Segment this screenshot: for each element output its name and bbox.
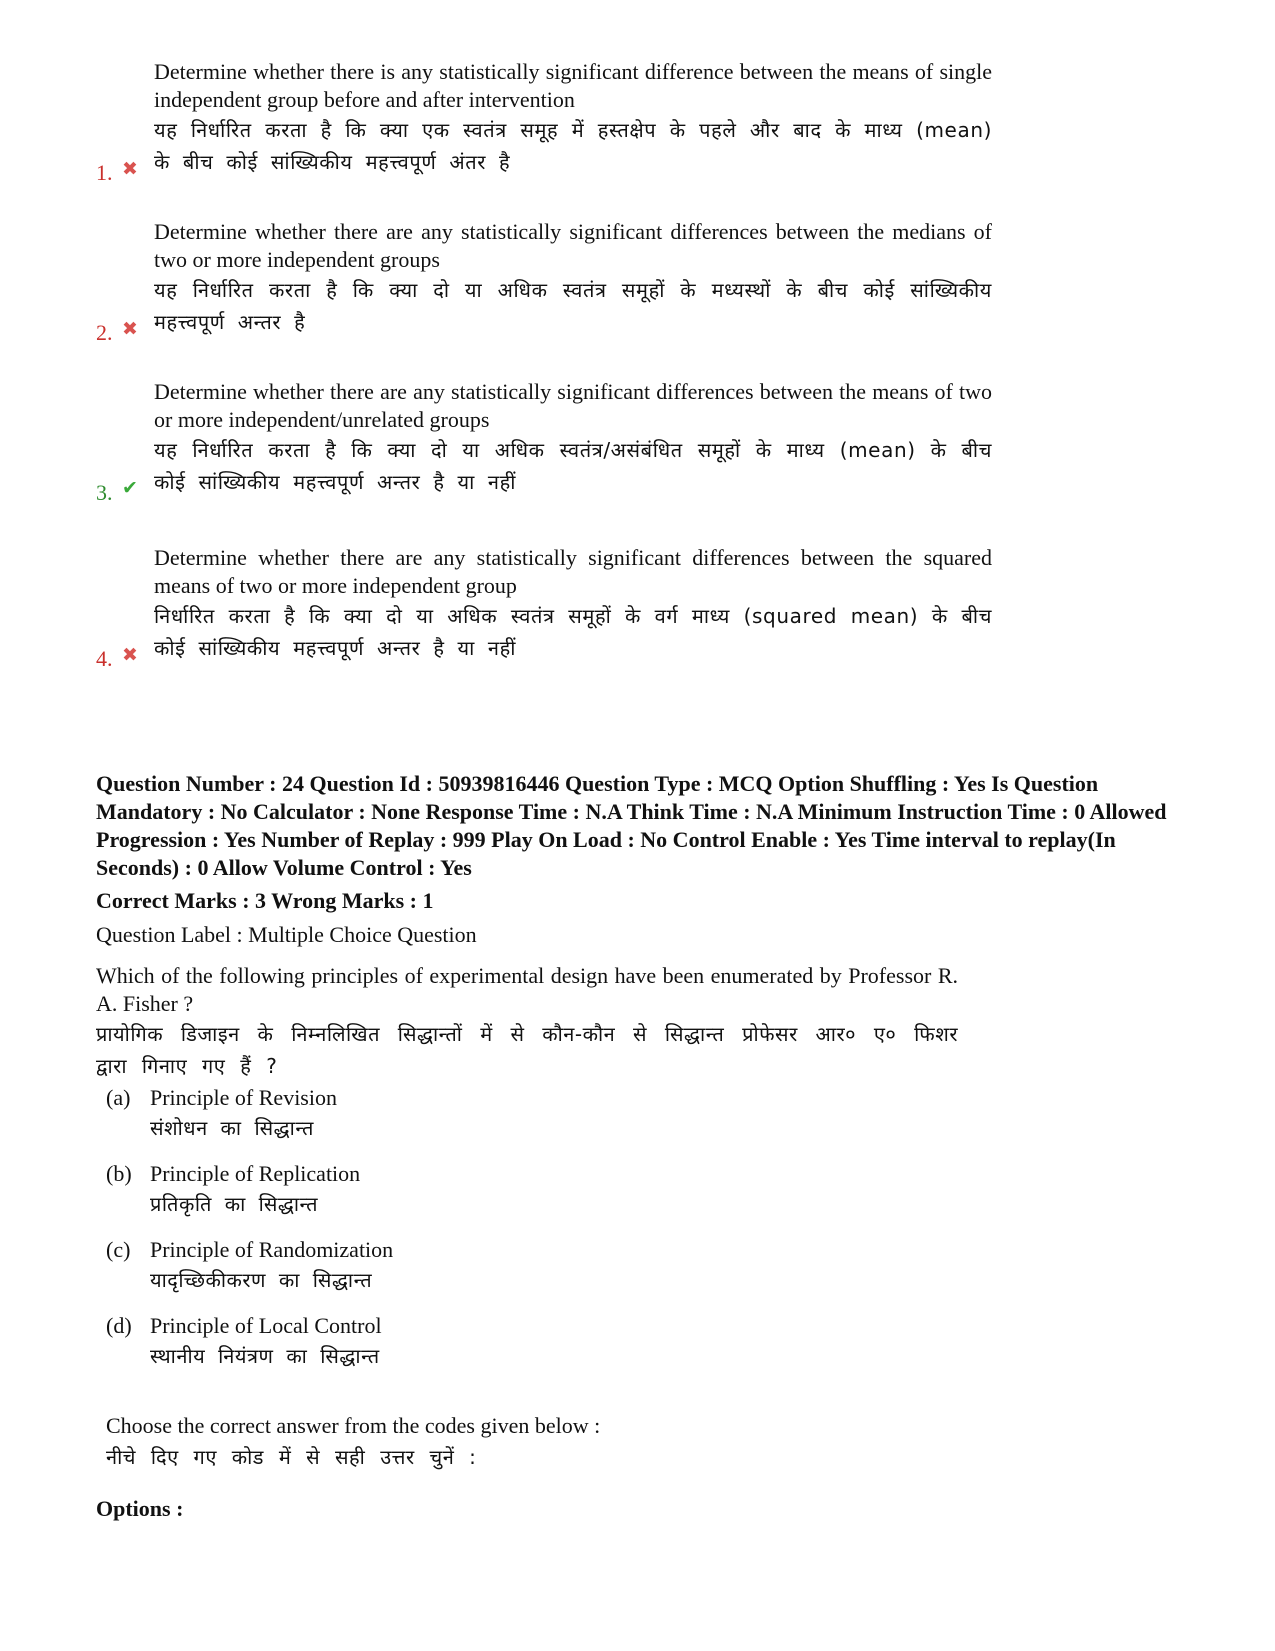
cross-icon: ✖ (122, 159, 138, 180)
prev-option-3 (96, 378, 996, 508)
answer-instruction (106, 1412, 806, 1474)
statement-text-en: Principle of Revision (150, 1085, 337, 1110)
statement-text-hi: प्रतिकृति का सिद्धान्त (150, 1192, 319, 1216)
option-text-hi: यह निर्धारित करता है कि क्या दो या अधिक स्वतंत्र/असंबंधित समूहों के माध्य (mean) के बीच कोई सांख्यिकीय महत्त्वपूर्ण अन्तर है या नहीं (154, 438, 992, 494)
check-icon: ✔ (122, 478, 138, 499)
statement-label: (b) (106, 1161, 132, 1186)
instruction-hi: नीचे दिए गए कोड में से सही उत्तर चुनें : (106, 1445, 477, 1469)
question-metadata: Question Number : 24 Question Id : 50939816446 Question Type : MCQ Option Shuffling : Yes Is Question Mandatory : No Calculator : None Response Time : N.A Think Time : N.A Minimum Instruction Time : 0 Allowed Progression : Yes Number of Replay : 999 Play On Load : No Control Enable : Yes Time interval to replay(In Seconds) : 0 Allow Volume Control : Yes (96, 771, 1167, 880)
prev-option-4 (96, 544, 996, 674)
statement-label: (a) (106, 1085, 131, 1110)
option-text-hi: यह निर्धारित करता है कि क्या दो या अधिक स्वतंत्र समूहों के मध्यस्थों के बीच कोई सांख्यिकीय महत्त्वपूर्ण अन्तर है (154, 278, 992, 334)
prev-option-1 (96, 58, 996, 188)
option-text-en: Determine whether there is any statistically significant difference between the means of single independent group before and after intervention (154, 59, 992, 112)
statement-text-hi: संशोधन का सिद्धान्त (150, 1116, 314, 1140)
option-text-hi: यह निर्धारित करता है कि क्या एक स्वतंत्र समूह में हस्तक्षेप के पहले और बाद के माध्य (mean) के बीच कोई सांख्यिकीय महत्त्वपूर्ण अंतर है (154, 118, 992, 174)
instruction-en: Choose the correct answer from the codes given below : (106, 1413, 601, 1438)
statement-label: (d) (106, 1313, 132, 1338)
cross-icon: ✖ (122, 319, 138, 340)
question-marks: Correct Marks : 3 Wrong Marks : 1 (96, 888, 434, 913)
cross-icon: ✖ (122, 645, 138, 666)
statement-text-en: Principle of Replication (150, 1161, 361, 1186)
options-heading: Options : (96, 1496, 184, 1521)
option-text-hi: निर्धारित करता है कि क्या दो या अधिक स्वतंत्र समूहों के वर्ग माध्य (squared mean) के बीच कोई सांख्यिकीय महत्त्वपूर्ण अन्तर है या नहीं (154, 604, 992, 660)
question-text-en: Which of the following principles of experimental design have been enumerated by Professor R. A. Fisher ? (96, 963, 958, 1016)
option-number: 1. (96, 160, 113, 185)
option-text-en: Determine whether there are any statistically significant differences between the squared means of two or more independent group (154, 545, 992, 598)
prev-option-2 (96, 218, 996, 348)
question-label: Question Label : Multiple Choice Question (96, 922, 477, 947)
question-text-hi: प्रायोगिक डिजाइन के निम्नलिखित सिद्धान्तों में से कौन-कौन से सिद्धान्त प्रोफेसर आर० ए० फिशर द्वारा गिनाए गए हैं ? (96, 1022, 958, 1078)
statement-text-hi: स्थानीय नियंत्रण का सिद्धान्त (150, 1344, 380, 1368)
statement-label: (c) (106, 1237, 131, 1262)
statement-text-hi: यादृच्छिकीकरण का सिद्धान्त (150, 1268, 373, 1292)
statement-text-en: Principle of Randomization (150, 1237, 394, 1262)
option-number: 2. (96, 320, 113, 345)
option-text-en: Determine whether there are any statistically significant differences between the medians of two or more independent groups (154, 219, 992, 272)
option-text-en: Determine whether there are any statistically significant differences between the means of two or more independent/unrelated groups (154, 379, 992, 432)
statement-text-en: Principle of Local Control (150, 1313, 382, 1338)
option-number: 4. (96, 646, 113, 671)
option-number: 3. (96, 480, 113, 505)
question-text (96, 962, 958, 1082)
